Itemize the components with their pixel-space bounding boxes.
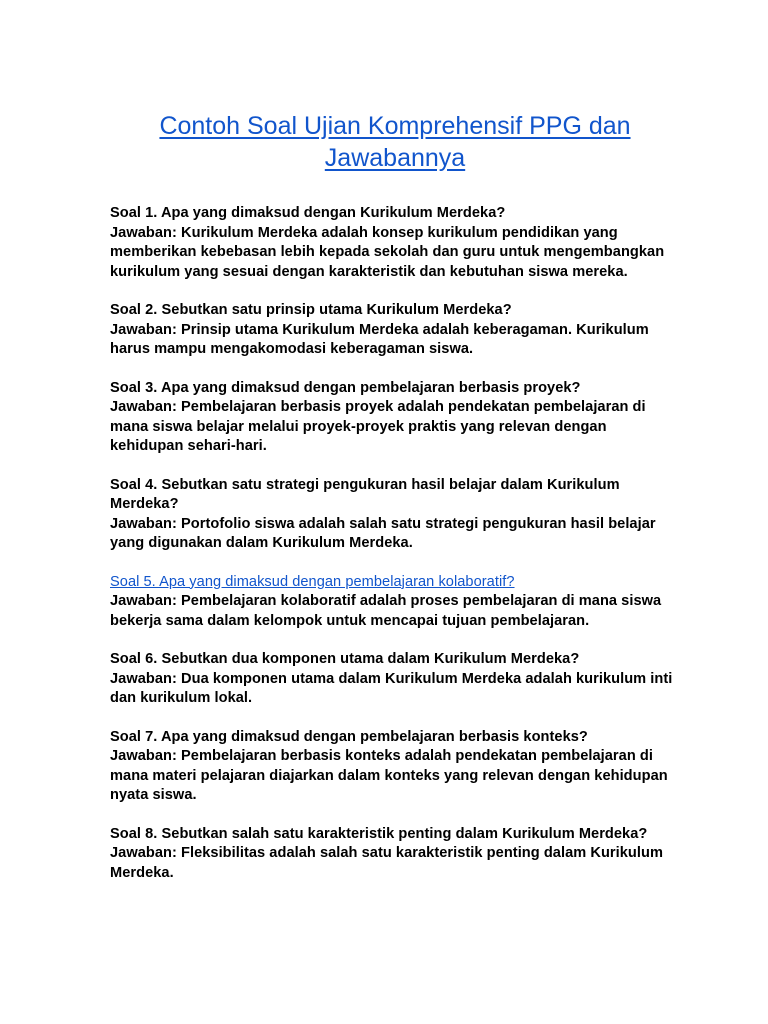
answer-5: Jawaban: Pembelajaran kolaboratif adalah proses pembelajaran di mana siswa bekerja sama dalam kelompok untuk mencapai tujuan pembelajaran. (110, 593, 662, 629)
question-8: Soal 8. Sebutkan salah satu karakteristik penting dalam Kurikulum Merdeka? (110, 825, 648, 842)
question-1: Soal 1. Apa yang dimaksud dengan Kurikulum Merdeka? (110, 205, 506, 221)
qa-item-7 (110, 728, 680, 806)
answer-7: Jawaban: Pembelajaran berbasis konteks adalah pendekatan pembelajaran di mana materi pelajaran diajarkan dalam konteks yang relevan dengan kehidupan nyata siswa. (110, 748, 668, 803)
answer-6: Jawaban: Dua komponen utama dalam Kurikulum Merdeka adalah kurikulum inti dan kurikulum lokal. (110, 670, 673, 706)
qa-item-4 (110, 476, 680, 554)
qa-list (110, 204, 680, 883)
qa-item-5 (110, 573, 680, 632)
qa-item-8 (110, 825, 680, 884)
question-4: Soal 4. Sebutkan satu strategi pengukuran hasil belajar dalam Kurikulum Merdeka? (110, 476, 620, 512)
page-title-link[interactable]: Contoh Soal Ujian Komprehensif PPG dan Jawabannya (159, 112, 631, 172)
qa-item-6 (110, 650, 680, 709)
question-5-link[interactable]: Soal 5. Apa yang dimaksud dengan pembelajaran kolaboratif? (110, 573, 515, 590)
qa-item-1 (110, 204, 680, 282)
document-page (110, 0, 680, 902)
question-7: Soal 7. Apa yang dimaksud dengan pembelajaran berbasis konteks? (110, 728, 588, 745)
answer-3: Jawaban: Pembelajaran berbasis proyek adalah pendekatan pembelajaran di mana siswa belajar melalui proyek-proyek praktis yang relevan dengan kehidupan sehari-hari. (110, 399, 646, 454)
question-6: Soal 6. Sebutkan dua komponen utama dalam Kurikulum Merdeka? (110, 651, 580, 667)
question-3: Soal 3. Apa yang dimaksud dengan pembelajaran berbasis proyek? (110, 379, 581, 396)
question-2: Soal 2. Sebutkan satu prinsip utama Kurikulum Merdeka? (110, 302, 512, 318)
answer-1: Jawaban: Kurikulum Merdeka adalah konsep kurikulum pendidikan yang memberikan kebebasan lebih kepada sekolah dan guru untuk mengembangkan kurikulum yang sesuai dengan karakteristik dan kebutuhan siswa mereka. (110, 224, 665, 280)
answer-8: Jawaban: Fleksibilitas adalah salah satu karakteristik penting dalam Kurikulum Merdeka. (110, 845, 663, 881)
answer-4: Jawaban: Portofolio siswa adalah salah satu strategi pengukuran hasil belajar yang digunakan dalam Kurikulum Merdeka. (110, 515, 656, 551)
answer-2: Jawaban: Prinsip utama Kurikulum Merdeka adalah keberagaman. Kurikulum harus mampu mengakomodasi keberagaman siswa. (110, 321, 649, 357)
qa-item-3 (110, 379, 680, 457)
qa-item-2 (110, 301, 680, 360)
